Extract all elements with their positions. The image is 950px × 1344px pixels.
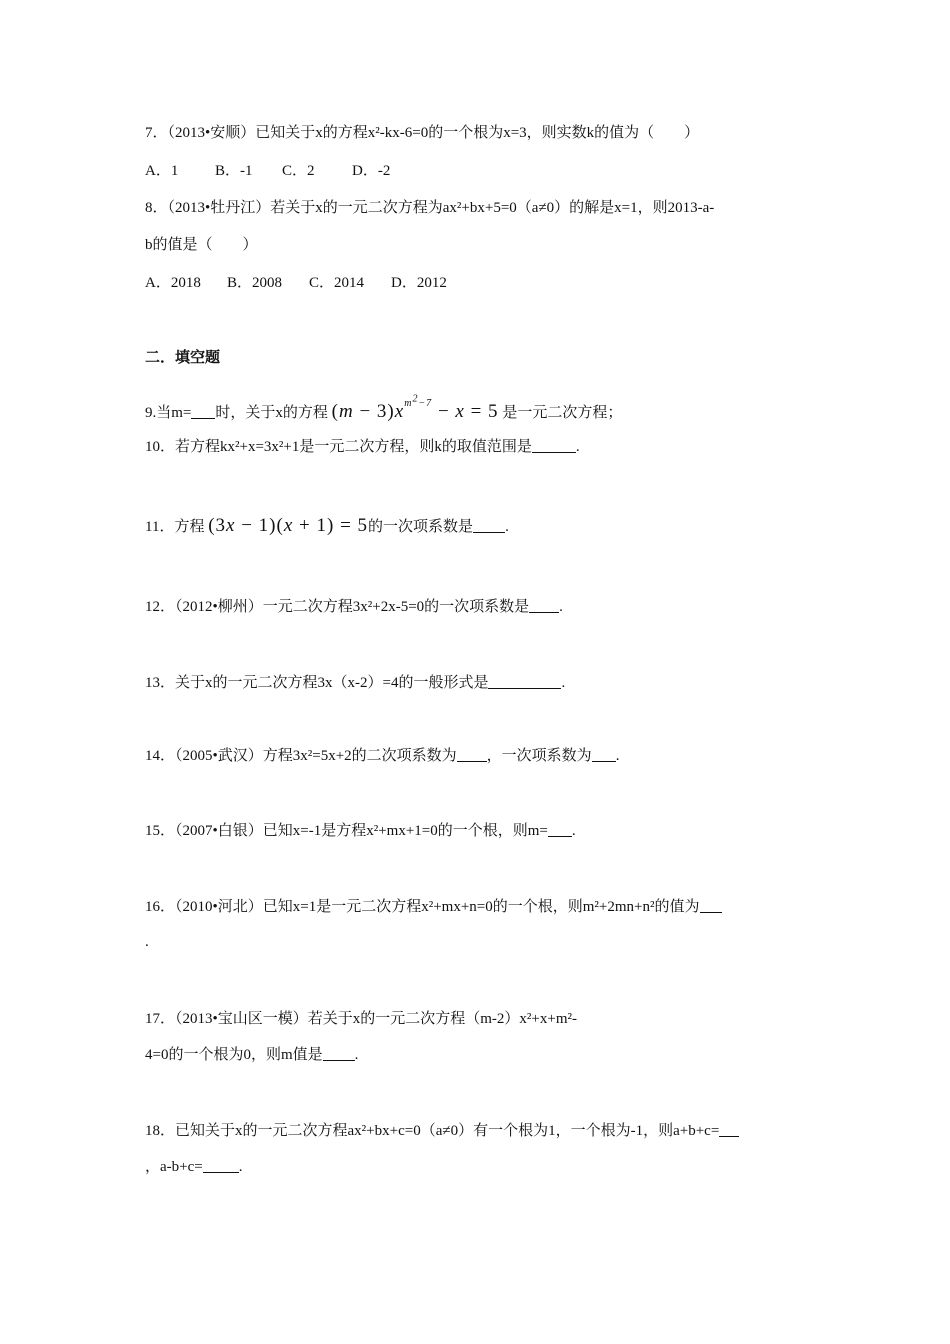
answer-blank — [323, 1046, 355, 1061]
option-a: A．1 — [145, 163, 179, 179]
answer-blank — [529, 598, 559, 613]
question-7-text: 7．（2013•安顺）已知关于x的方程x²-kx-6=0的一个根为x=3，则实数k的值为（ ） — [145, 125, 700, 141]
question-10-text: 10．若方程kx²+x=3x²+1是一元二次方程，则k的取值范围是 — [145, 439, 532, 455]
question-9-prefix: 9.当m= — [145, 405, 192, 421]
question-14 — [145, 746, 619, 766]
answer-blank — [532, 438, 576, 453]
question-18-line-2 — [145, 1157, 242, 1177]
answer-blank — [488, 674, 561, 689]
question-8-text-cont: b的值是（ ） — [145, 237, 258, 253]
option-a: A．2018 — [145, 275, 201, 291]
option-d: D．-2 — [352, 163, 391, 179]
answer-blank — [719, 1122, 739, 1137]
question-8-line-2 — [145, 235, 258, 255]
question-17-line-1 — [145, 1009, 577, 1029]
period: . — [354, 1047, 359, 1063]
option-d: D．2012 — [391, 275, 447, 291]
period: . — [571, 823, 576, 839]
question-11-prefix: 11．方程 — [145, 519, 205, 535]
question-17-line-2 — [145, 1045, 358, 1065]
period: . — [238, 1159, 243, 1175]
question-9-middle: 时，关于x的方程 — [215, 405, 328, 421]
question-7 — [145, 123, 699, 143]
question-17-text-cont: 4=0的一个根为0，则m值是 — [145, 1047, 323, 1063]
equation-q11: (3x − 1)(x + 1) = 5 — [208, 515, 369, 536]
question-16-line-2 — [145, 932, 149, 952]
question-18-text: 18．已知关于x的一元二次方程ax²+bx+c=0（a≠0）有一个根为1，一个根为-1，则a+b+c= — [145, 1123, 720, 1139]
period: . — [145, 934, 149, 950]
question-13 — [145, 673, 565, 693]
period: . — [505, 519, 509, 535]
period: . — [559, 599, 563, 615]
question-18-text-cont: ，a-b+c= — [145, 1159, 203, 1175]
question-16-text: 16．（2010•河北）已知x=1是一元二次方程x²+mx+n=0的一个根，则m²+2mn+n²的值为 — [145, 899, 700, 915]
question-11 — [145, 514, 509, 539]
question-16-line-1 — [145, 897, 722, 917]
question-8-text: 8．（2013•牡丹江）若关于x的一元二次方程为ax²+bx+5=0（a≠0）的解是x=1，则2013-a- — [145, 200, 715, 216]
answer-blank — [203, 1158, 239, 1173]
question-18-line-1 — [145, 1121, 739, 1141]
option-c: C．2 — [282, 163, 315, 179]
question-15 — [145, 821, 576, 841]
question-11-middle: 的一次项系数是 — [368, 519, 474, 535]
question-12 — [145, 597, 563, 617]
period: . — [575, 439, 580, 455]
equation-q9: $(m - 3)x^{m^2-7} - x = 5$ — [331, 393, 499, 422]
answer-blank — [592, 747, 616, 762]
answer-blank — [473, 518, 505, 533]
question-13-text: 13．关于x的一元二次方程3x（x-2）=4的一般形式是 — [145, 675, 489, 691]
answer-blank — [191, 404, 215, 419]
option-b: B．2008 — [227, 275, 283, 291]
question-8-options — [145, 273, 447, 293]
question-9-suffix: 是一元二次方程； — [502, 405, 623, 421]
section-title: 二．填空题 — [145, 350, 221, 366]
option-b: B．-1 — [215, 163, 253, 179]
question-8-line-1 — [145, 198, 714, 218]
period: . — [561, 675, 566, 691]
question-9 — [145, 392, 622, 425]
option-c: C．2014 — [309, 275, 365, 291]
question-15-text: 15．（2007•白银）已知x=-1是方程x²+mx+1=0的一个根，则m= — [145, 823, 548, 839]
period: . — [615, 748, 620, 764]
answer-blank — [457, 747, 487, 762]
answer-blank — [548, 822, 572, 837]
question-7-options — [145, 161, 390, 181]
answer-blank — [700, 898, 722, 913]
question-14-middle: ，一次项系数为 — [486, 748, 592, 764]
question-14-prefix: 14．（2005•武汉）方程3x²=5x+2的二次项系数为 — [145, 748, 457, 764]
question-10 — [145, 437, 580, 457]
question-12-text: 12．（2012•柳州）一元二次方程3x²+2x-5=0的一次项系数是 — [145, 599, 530, 615]
question-17-text: 17．（2013•宝山区一模）若关于x的一元二次方程（m-2）x²+x+m²- — [145, 1011, 577, 1027]
